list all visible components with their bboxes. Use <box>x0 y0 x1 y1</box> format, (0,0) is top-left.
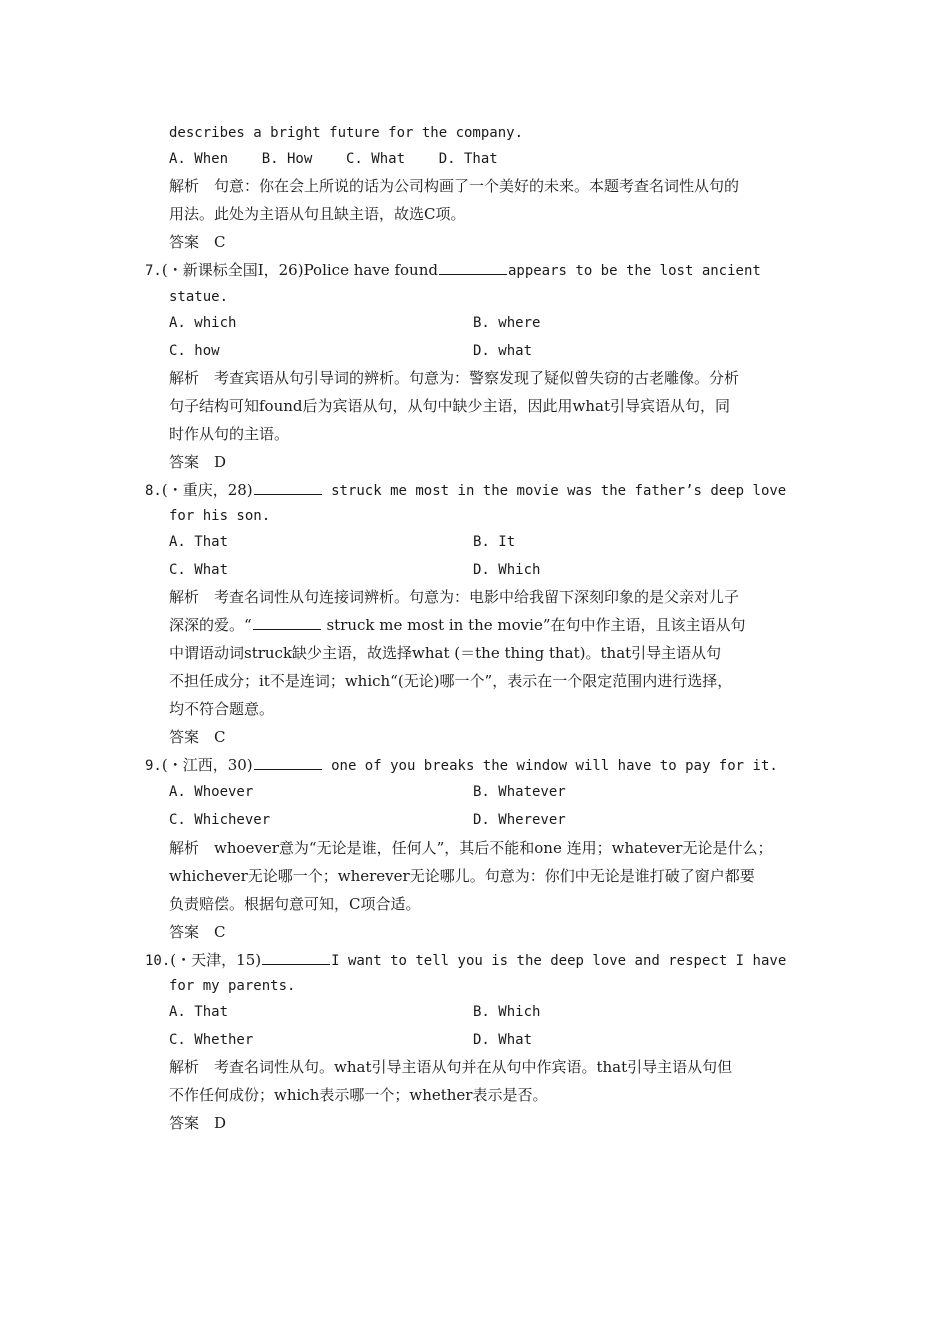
q8-source: (・重庆，28) <box>161 481 253 499</box>
q7-stem <box>145 260 761 281</box>
q7-explanation-3: 时作从句的主语。 <box>169 425 290 443</box>
q7-answer: 答案 D <box>169 453 227 471</box>
q10-source: (・天津，15) <box>170 951 262 969</box>
q8-stem <box>145 480 786 501</box>
q7-stem-2: statue. <box>169 289 229 305</box>
q9-explanation-2: whichever无论哪一个；wherever无论哪儿。句意为：你们中无论是谁打破了窗户都要 <box>169 867 755 885</box>
q7-number: 7. <box>145 263 162 279</box>
q7-explanation-2: 句子结构可知found后为宾语从句，从句中缺少主语，因此用what引导宾语从句，同 <box>169 397 730 415</box>
q7-option-d: D. what <box>473 343 533 359</box>
q9-stem-after: one of you breaks the window will have to pay for it. <box>322 758 778 774</box>
q8-explanation-4: 不担任成分；it不是连词；which“(无论)哪一个”，表示在一个限定范围内进行选择， <box>169 672 733 690</box>
q6-options: A. When B. How C. What D. That <box>169 151 498 167</box>
q8-option-a: A. That <box>169 534 229 550</box>
q10-blank <box>262 950 330 965</box>
q8-explanation-3: 中谓语动词struck缺少主语，故选择what (＝the thing that)。that引导主语从句 <box>169 644 722 662</box>
q10-explanation-2: 不作任何成份；which表示哪一个；whether表示是否。 <box>169 1086 548 1104</box>
q6-explanation-2: 用法。此处为主语从句且缺主语，故选C项。 <box>169 205 466 223</box>
q9-stem <box>145 755 778 776</box>
q8-stem-after: struck me most in the movie was the father’s deep love <box>322 483 787 499</box>
q10-option-d: D. What <box>473 1032 533 1048</box>
q7-source: (・新课标全国Ⅰ，26)Police have found <box>161 261 438 279</box>
q9-blank <box>254 755 322 770</box>
q8-number: 8. <box>145 483 162 499</box>
q8-option-b: B. It <box>473 534 516 550</box>
q10-option-b: B. Which <box>473 1004 541 1020</box>
q8-option-c: C. What <box>169 562 229 578</box>
q8-option-d: D. Which <box>473 562 541 578</box>
q9-explanation-3: 负责赔偿。根据句意可知，C项合适。 <box>169 895 421 913</box>
q7-explanation-1: 解析 考查宾语从句引导词的辨析。句意为：警察发现了疑似曾失窃的古老雕像。分析 <box>169 369 740 387</box>
q9-option-c: C. Whichever <box>169 812 271 828</box>
q7-blank <box>439 260 507 275</box>
q8-answer: 答案 C <box>169 728 226 746</box>
q9-option-a: A. Whoever <box>169 784 254 800</box>
q7-stem-after: appears to be the lost ancient <box>507 263 761 279</box>
q7-option-c: C. how <box>169 343 220 359</box>
q8-explanation-blank <box>253 615 321 630</box>
q8-explanation-5: 均不符合题意。 <box>169 700 275 718</box>
q6-stem-end: describes a bright future for the company. <box>169 125 524 141</box>
q9-option-b: B. Whatever <box>473 784 566 800</box>
q8-stem-2: for his son. <box>169 508 271 524</box>
q8-explanation-1: 解析 考查名词性从句连接词辨析。句意为：电影中给我留下深刻印象的是父亲对儿子 <box>169 588 740 606</box>
q9-source: (・江西，30) <box>161 756 253 774</box>
q10-option-c: C. Whether <box>169 1032 254 1048</box>
q8-explanation-2 <box>169 615 746 636</box>
q9-explanation-1: 解析 whoever意为“无论是谁，任何人”，其后不能和one 连用；whatever无论是什么； <box>169 839 773 857</box>
q8-blank <box>254 480 322 495</box>
q9-answer: 答案 C <box>169 923 226 941</box>
q10-stem-2: for my parents. <box>169 978 296 994</box>
q10-explanation-1: 解析 考查名词性从句。what引导主语从句并在从句中作宾语。that引导主语从句但 <box>169 1058 733 1076</box>
q8-explanation-2b: struck me most in the movie”在句中作主语，且该主语从句 <box>321 616 746 634</box>
q9-option-d: D. Wherever <box>473 812 566 828</box>
q7-option-a: A. which <box>169 315 237 331</box>
q8-explanation-2a: 深深的爱。“ <box>169 616 252 634</box>
q10-stem-after: I want to tell you is the deep love and respect I have <box>331 953 787 969</box>
q9-number: 9. <box>145 758 162 774</box>
q6-explanation-1: 解析 句意：你在会上所说的话为公司构画了一个美好的未来。本题考查名词性从句的 <box>169 177 740 195</box>
q10-number: 10. <box>145 953 171 969</box>
q10-option-a: A. That <box>169 1004 229 1020</box>
q7-option-b: B. where <box>473 315 541 331</box>
q10-answer: 答案 D <box>169 1114 227 1132</box>
q6-answer: 答案 C <box>169 233 226 251</box>
q10-stem <box>145 950 786 971</box>
